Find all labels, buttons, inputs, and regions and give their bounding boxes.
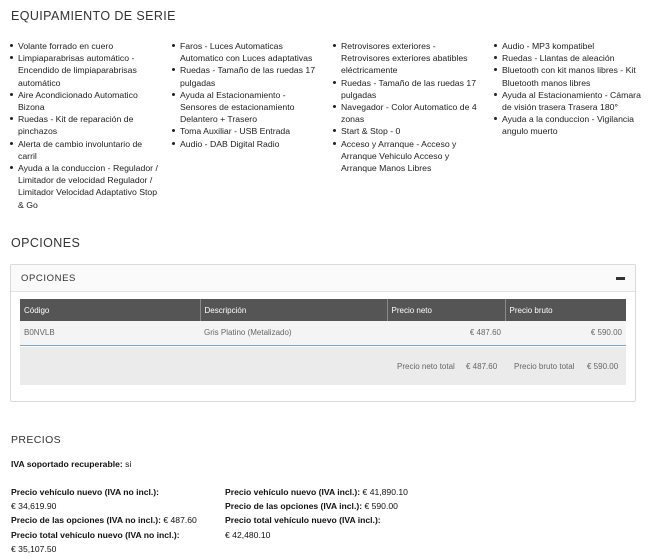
- opciones-incl-label: Precio de las opciones (IVA incl.):: [225, 501, 363, 511]
- opciones-panel: [10, 264, 636, 402]
- neto-total-label: Precio neto total: [397, 362, 455, 371]
- column-header-codigo: Código: [20, 299, 200, 321]
- opciones-table: [20, 299, 626, 346]
- neto-total-value: € 487.60: [466, 362, 498, 371]
- list-item: Ayuda al Estacionamiento - Sensores de estacionamiento Delantero + Trasero: [172, 89, 322, 126]
- iva-label: IVA soportado recuperable:: [11, 459, 123, 469]
- column-header-precio-neto: Precio neto: [387, 299, 505, 321]
- vehiculo-incl-value: € 41,890.10: [362, 487, 408, 497]
- list-item: Ayuda a la conduccion - Vigilancia angulo muerto: [494, 113, 644, 137]
- list-item: Limpiaparabrisas automático - Encendido de limpiaparabrisas automático: [10, 52, 160, 89]
- cell-precio-bruto: € 590.00: [505, 321, 626, 345]
- opciones-title: OPCIONES: [11, 236, 81, 250]
- opciones-panel-header[interactable]: [11, 265, 635, 292]
- bruto-total-label: Precio bruto total: [514, 362, 575, 371]
- cell-descripcion: Gris Platino (Metalizado): [200, 321, 387, 345]
- opciones-incl-value: € 590.00: [364, 501, 398, 511]
- opciones-panel-title: OPCIONES: [21, 273, 76, 284]
- list-item: Faros - Luces Automaticas Automatico con Luces adaptativas: [172, 40, 322, 64]
- opciones-totals: [20, 347, 626, 385]
- equipamiento-title: EQUIPAMIENTO DE SERIE: [11, 9, 176, 23]
- list-item: Ayuda a la conduccion - Regulador / Limitador de velocidad Regulador / Limitador Velocidad Adaptativo Stop & Go: [10, 162, 160, 211]
- table-row: [20, 321, 626, 345]
- precios-title: PRECIOS: [11, 434, 62, 446]
- vehiculo-incl: [225, 487, 408, 497]
- total-incl-label: Precio total vehículo nuevo (IVA incl.):: [225, 515, 381, 525]
- list-item: Ruedas - Llantas de aleación: [494, 52, 644, 64]
- cell-precio-neto: € 487.60: [387, 321, 505, 345]
- equipamiento-column-3: [333, 40, 483, 174]
- column-header-precio-bruto: Precio bruto: [505, 299, 626, 321]
- iva-value: si: [125, 459, 132, 469]
- list-item: Toma Auxiliar - USB Entrada: [172, 125, 322, 137]
- cell-codigo: B0NVLB: [20, 321, 200, 345]
- equipamiento-column-4: [494, 40, 644, 138]
- opciones-no-incl: [11, 515, 197, 525]
- list-item: Alerta de cambio involuntario de carril: [10, 138, 160, 162]
- list-item: Ruedas - Tamaño de las ruedas 17 pulgadas: [172, 64, 322, 88]
- list-item: Audio - DAB Digital Radio: [172, 138, 322, 150]
- opciones-no-incl-label: Precio de las opciones (IVA no incl.):: [11, 515, 161, 525]
- list-item: Ruedas - Tamaño de las ruedas 17 pulgadas: [333, 77, 483, 101]
- vehiculo-no-incl-value: € 34,619.90: [11, 501, 57, 511]
- list-item: Bluetooth con kit manos libres - Kit Bluetooth manos libres: [494, 64, 644, 88]
- vehiculo-no-incl-label: Precio vehículo nuevo (IVA no incl.):: [11, 487, 160, 497]
- vehiculo-incl-label: Precio vehículo nuevo (IVA incl.):: [225, 487, 361, 497]
- list-item: Aire Acondicionado Automatico Bizona: [10, 89, 160, 113]
- column-header-descripcion: Descripción: [200, 299, 387, 321]
- bruto-total-value: € 590.00: [587, 362, 619, 371]
- list-item: Audio - MP3 kompatibel: [494, 40, 644, 52]
- equipamiento-column-1: [10, 40, 160, 211]
- equipamiento-column-2: [172, 40, 322, 150]
- minus-icon[interactable]: [616, 274, 626, 284]
- total-incl-value: € 42,480.10: [225, 530, 271, 540]
- opciones-incl: [225, 501, 398, 511]
- total-no-incl-value: € 35,107.50: [11, 544, 57, 554]
- list-item: Ruedas - Kit de reparación de pinchazos: [10, 113, 160, 137]
- list-item: Volante forrado en cuero: [10, 40, 160, 52]
- list-item: Ayuda al Estacionamiento - Cámara de visión trasera Trasera 180°: [494, 89, 644, 113]
- iva-recuperable: [11, 459, 131, 469]
- list-item: Retrovisores exteriores - Retrovisores exteriores abatibles eléctricamente: [333, 40, 483, 77]
- list-item: Acceso y Arranque - Acceso y Arranque Vehiculo Acceso y Arranque Manos Libres: [333, 138, 483, 175]
- list-item: Navegador - Color Automatico de 4 zonas: [333, 101, 483, 125]
- list-item: Start & Stop - 0: [333, 125, 483, 137]
- opciones-no-incl-value: € 487.60: [163, 515, 197, 525]
- total-no-incl-label: Precio total vehículo nuevo (IVA no incl.):: [11, 530, 180, 540]
